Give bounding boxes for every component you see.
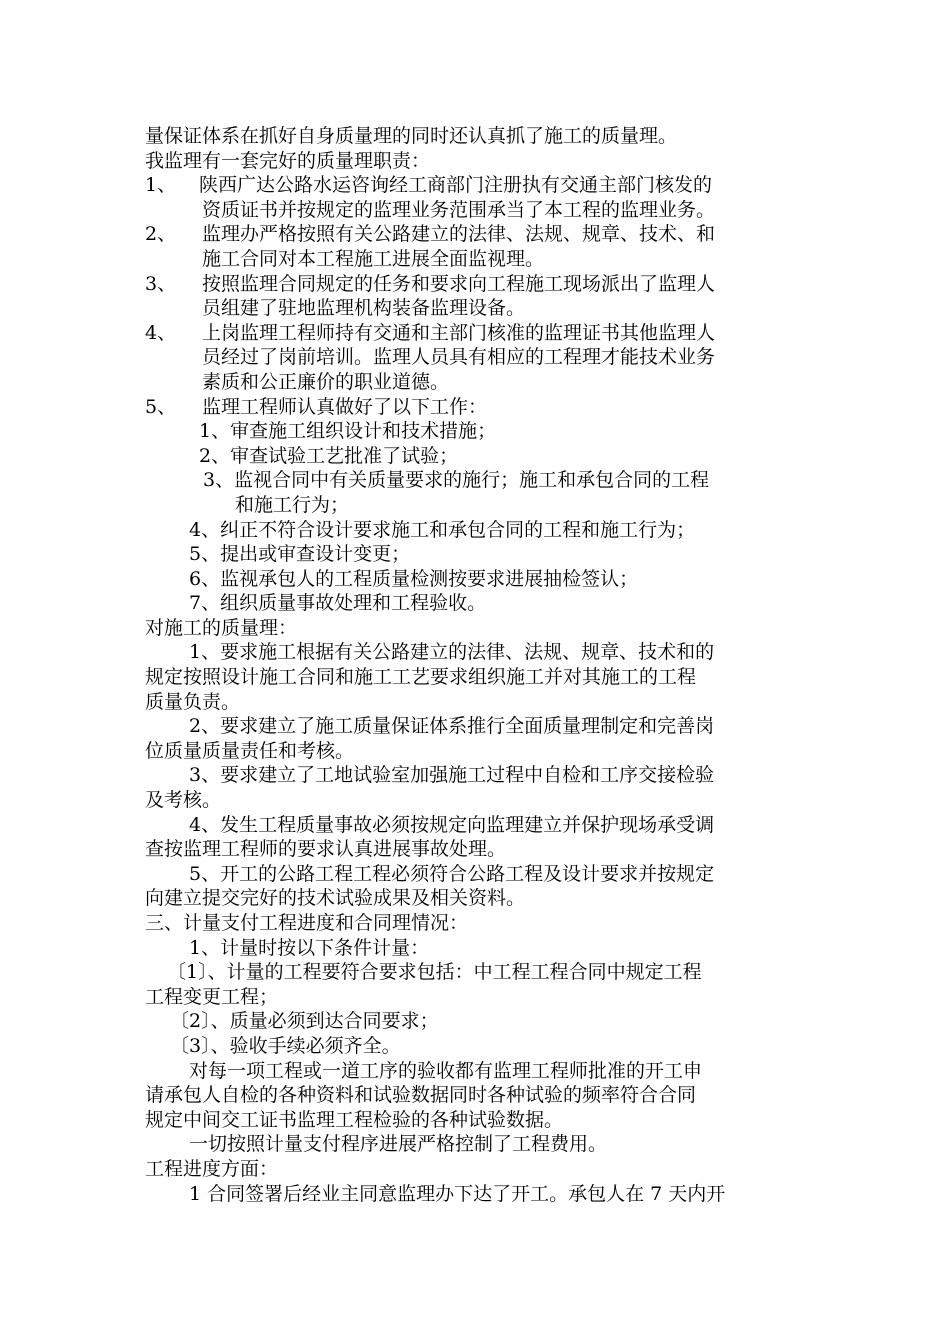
duties-heading: 我监理有一套完好的质量理职责： [145, 149, 431, 172]
construction-item-line: 向建立提交完好的技术试验成果及相关资料。 [145, 887, 526, 910]
work-item: 7、组织质量事故处理和工程验收。 [189, 592, 487, 615]
construction-item-line: 3、要求建立了工地试验室加强施工过程中自检和工序交接检验 [189, 764, 715, 787]
construction-item-line: 1、要求施工根据有关公路建立的法律、法规、规章、技术和的 [189, 641, 715, 664]
duty-number: 3、 [145, 272, 177, 295]
measure-intro: 1、计量时按以下条件计量： [189, 936, 430, 959]
document-body [145, 124, 810, 1206]
duty-text-line: 上岗监理工程师持有交通和主部门核准的监理证书其他监理人 [202, 321, 716, 344]
duty-text-line: 施工合同对本工程施工进展全面监视理。 [202, 247, 545, 270]
duty-text-line: 监理办严格按照有关公路建立的法律、法规、规章、技术、和 [202, 223, 716, 246]
duty-text-line: 员经过了岗前培训。监理人员具有相应的工程理才能技术业务 [202, 346, 716, 369]
duty-number: 2、 [145, 223, 177, 246]
work-item: 3、监视合同中有关质量要求的施行；施工和承包合同的工程 [203, 469, 710, 492]
duty-item [145, 272, 810, 321]
duty-text-line: 素质和公正廉价的职业道德。 [202, 370, 450, 393]
construction-item-line: 规定按照设计施工合同和施工工艺要求组织施工并对其施工的工程 [145, 666, 697, 689]
progress-heading: 工程进度方面： [145, 1157, 279, 1180]
progress-line: 1 合同签署后经业主同意监理办下达了开工。承包人在 7 天内开 [189, 1182, 726, 1205]
cost-line: 一切按照计量支付程序进展严格控制了工程费用。 [189, 1133, 608, 1156]
duty-item [145, 321, 810, 395]
construction-item-line: 位质量质量责任和考核。 [145, 739, 355, 762]
construction-item-line: 质量负责。 [145, 690, 241, 713]
construction-item-line: 2、要求建立了施工质量保证体系推行全面质量理制定和完善岗 [189, 715, 715, 738]
duty-text-line: 资质证书并按规定的监理业务范围承当了本工程的监理业务。 [202, 198, 716, 221]
duty-text-line: 员组建了驻地监理机构装备监理设备。 [202, 297, 526, 320]
acceptance-line: 对每一项工程或一道工序的验收都有监理工程师批准的开工申 [189, 1059, 703, 1082]
condition-item: 〔3〕、验收手续必须齐全。 [170, 1034, 401, 1057]
work-item: 5、提出或审查设计变更； [189, 543, 411, 566]
duty-item [145, 173, 810, 222]
work-item: 2、审查试验工艺批准了试验； [199, 444, 459, 467]
work-item: 6、监视承包人的工程质量检测按要求进展抽检签认； [189, 567, 639, 590]
condition-item: 〔1〕、计量的工程要符合要求包括：中工程工程合同中规定工程 [167, 961, 702, 984]
construction-item-line: 查按监理工程师的要求认真进展事故处理。 [145, 838, 507, 861]
condition-item-continuation: 工程变更工程； [145, 985, 279, 1008]
duty-item [145, 395, 810, 420]
duty-text-line: 陕西广达公路水运咨询经工商部门注册执有交通主部门核发的 [199, 174, 713, 197]
duty-text-line: 监理工程师认真做好了以下工作： [202, 395, 488, 418]
acceptance-line: 请承包人自检的各种资料和试验数据同时各种试验的频率符合合同 [145, 1084, 697, 1107]
construction-heading: 对施工的质量理： [145, 616, 298, 639]
work-item: 4、纠正不符合设计要求施工和承包合同的工程和施工行为； [189, 518, 696, 541]
duty-item [145, 222, 810, 271]
construction-item-line: 5、开工的公路工程工程必须符合公路工程及设计要求并按规定 [189, 862, 715, 885]
condition-item: 〔2〕、质量必须到达合同要求； [170, 1010, 439, 1033]
duty-text-line: 按照监理合同规定的任务和要求向工程施工现场派出了监理人 [202, 272, 716, 295]
intro-line: 量保证体系在抓好自身质量理的同时还认真抓了施工的质量理。 [145, 125, 678, 147]
duty-number: 5、 [145, 395, 177, 418]
section-heading: 三、计量支付工程进度和合同理情况： [145, 912, 469, 934]
work-item-continuation: 和施工行为； [235, 493, 350, 516]
construction-item-line: 4、发生工程质量事故必须按规定向监理建立并保护现场承受调 [189, 813, 715, 836]
acceptance-line: 规定中间交工证书监理工程检验的各种试验数据。 [145, 1108, 564, 1131]
duty-number: 4、 [145, 321, 177, 344]
duty-number: 1、 [145, 174, 177, 197]
construction-item-line: 及考核。 [145, 789, 222, 812]
work-item: 1、审查施工组织设计和技术措施； [199, 420, 497, 443]
